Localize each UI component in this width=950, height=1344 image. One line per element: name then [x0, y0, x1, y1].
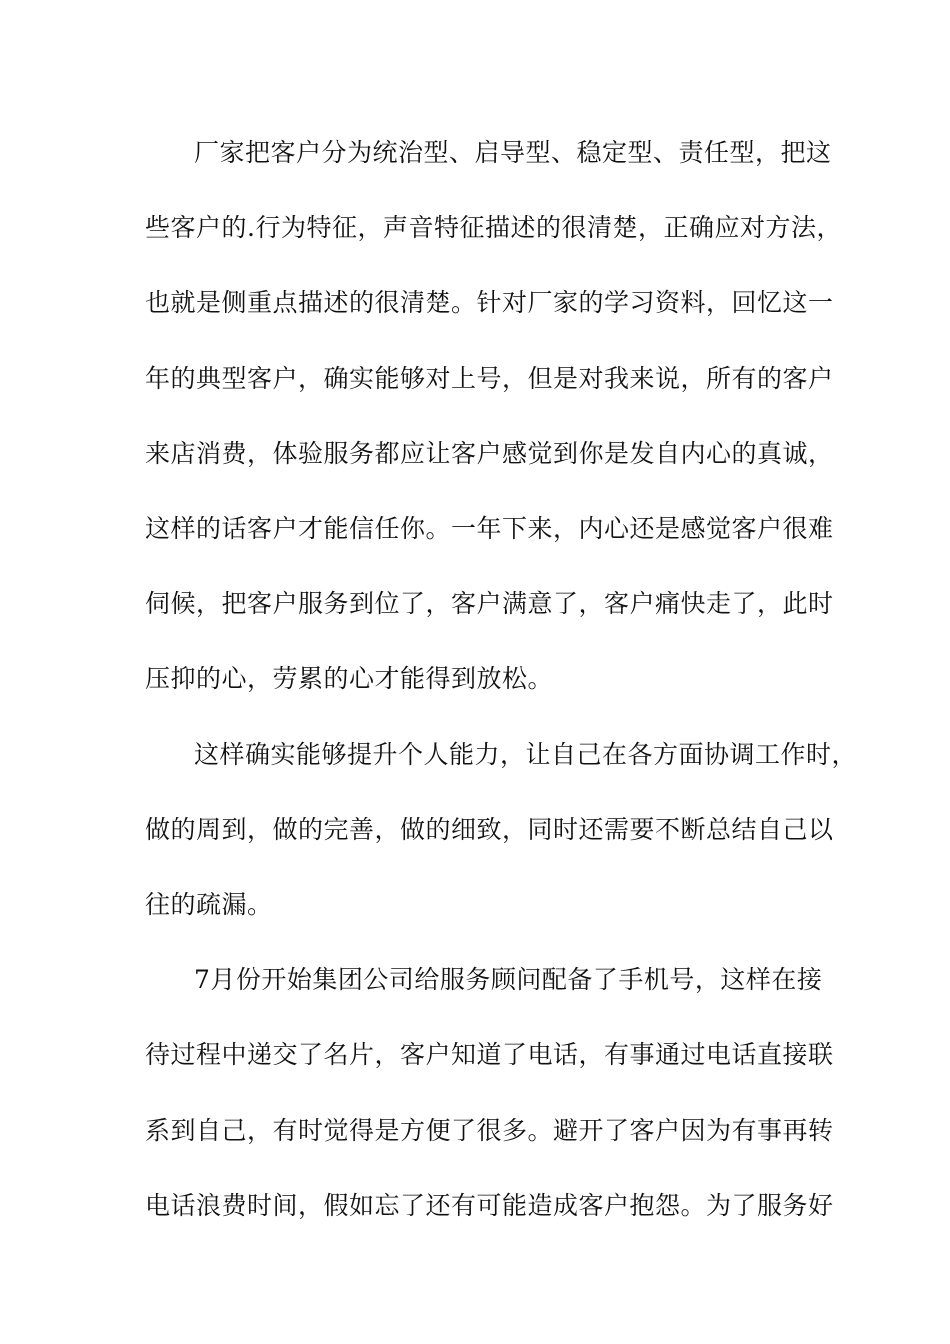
paragraph-1-line-2: 些客户的.行为特征，声音特征描述的很清楚，正确应对方法， — [145, 213, 842, 242]
paragraph-3-line-4: 电话浪费时间，假如忘了还有可能造成客户抱怨。为了服务好 — [145, 1191, 834, 1220]
paragraph-2-line-3: 往的疏漏。 — [145, 890, 273, 919]
paragraph-2-line-1: 这样确实能够提升个人能力，让自己在各方面协调工作时， — [194, 740, 858, 769]
paragraph-2-line-2: 做的周到，做的完善，做的细致，同时还需要不断总结自己以 — [145, 815, 834, 844]
paragraph-1-line-7: 伺候，把客户服务到位了，客户满意了，客户痛快走了，此时 — [145, 589, 834, 618]
paragraph-1-line-5: 来店消费，体验服务都应让客户感觉到你是发自内心的真诚， — [145, 439, 834, 468]
paragraph-1-line-6: 这样的话客户才能信任你。一年下来，内心还是感觉客户很难 — [145, 514, 834, 543]
paragraph-1-line-4: 年的典型客户，确实能够对上号，但是对我来说，所有的客户 — [145, 364, 834, 393]
paragraph-3-line-1: 7月份开始集团公司给服务顾问配备了手机号，这样在接 — [194, 965, 823, 994]
paragraph-3-line-2: 待过程中递交了名片，客户知道了电话，有事通过电话直接联 — [145, 1040, 834, 1069]
paragraph-1-line-1: 厂家把客户分为统治型、启导型、稳定型、责任型，把这 — [194, 138, 832, 167]
paragraph-3-line-3: 系到自己，有时觉得是方便了很多。避开了客户因为有事再转 — [145, 1116, 834, 1145]
paragraph-1-line-3: 也就是侧重点描述的很清楚。针对厂家的学习资料，回忆这一 — [145, 288, 834, 317]
paragraph-1-line-8: 压抑的心，劳累的心才能得到放松。 — [145, 664, 554, 693]
